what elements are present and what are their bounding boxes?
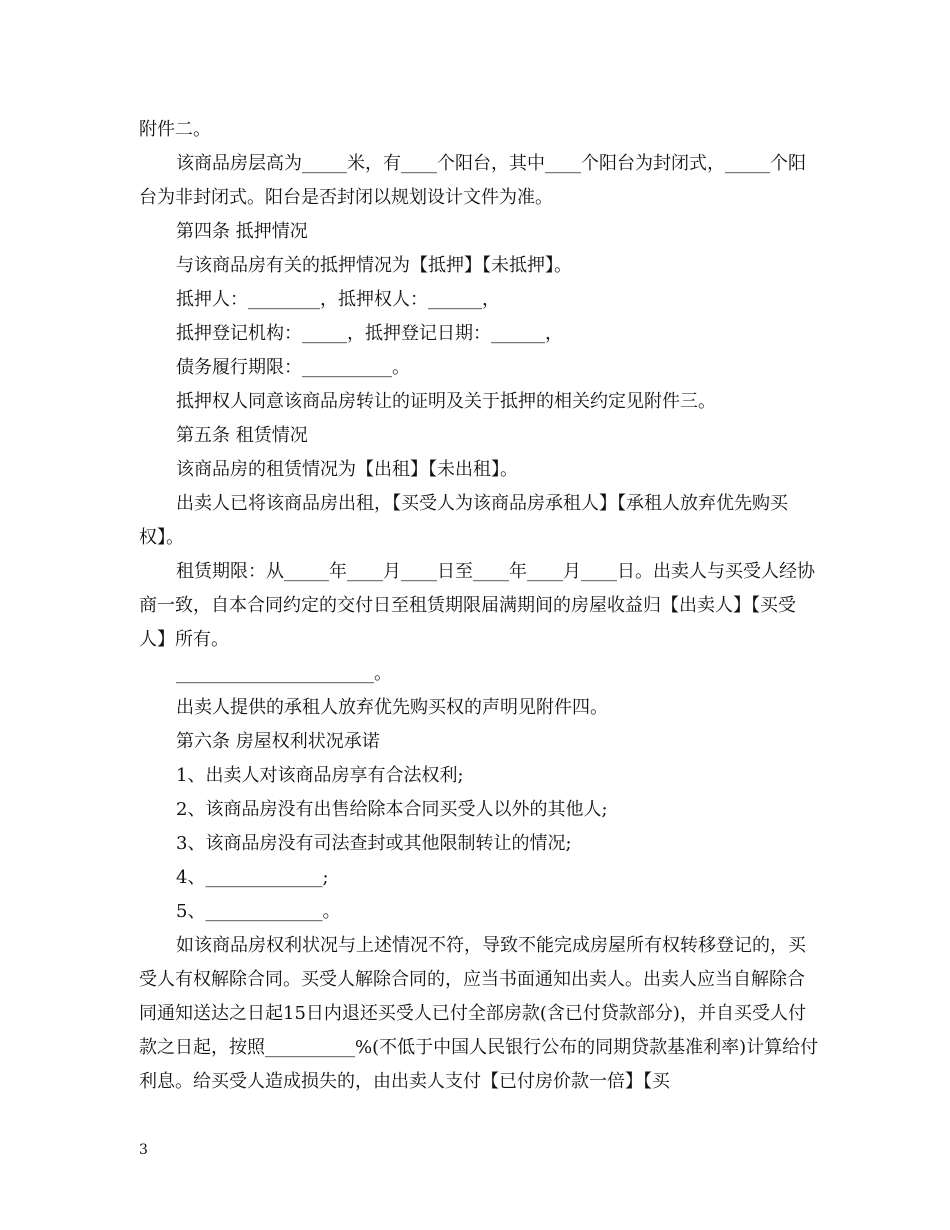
- paragraph-lease-term: 租赁期限：从_____年____月____日至____年____月____日。出卖人与买受人经协商一致，自本合同约定的交付日至租赁期限届满期间的房屋收益归【出卖人】【买受人】所有。: [139, 561, 815, 650]
- paragraph-waiver-statement: 出卖人提供的承租人放弃优先购买权的声明见附件四。: [176, 697, 608, 718]
- paragraph-mortgagor: 抵押人：________，抵押权人：______，: [176, 289, 500, 310]
- list-item-5: 5、_____________。: [176, 901, 341, 922]
- paragraph-attachment-two: 附件二。: [139, 119, 211, 140]
- document-body: [139, 113, 819, 1099]
- heading-article-four-mortgage: 第四条 抵押情况: [176, 221, 308, 242]
- paragraph-debt-term: 债务履行期限：__________。: [176, 357, 410, 378]
- list-item-4: 4、_____________;: [176, 867, 329, 888]
- list-item-3: 3、该商品房没有司法查封或其他限制转让的情况;: [176, 833, 572, 854]
- page-number: 3: [139, 1142, 148, 1158]
- list-item-2: 2、该商品房没有出售给除本合同买受人以外的其他人;: [176, 799, 608, 820]
- paragraph-mortgage-status: 与该商品房有关的抵押情况为【抵押】【未抵押】。: [176, 255, 572, 276]
- paragraph-floor-height-balcony: 该商品房层高为_____米，有____个阳台，其中____个阳台为封闭式，_____个阳台为非封闭式。阳台是否封闭以规划设计文件为准。: [139, 153, 806, 208]
- paragraph-mortgage-registration: 抵押登记机构：_____，抵押登记日期：______，: [176, 323, 563, 344]
- paragraph-blank-line: ______________________。: [176, 663, 392, 684]
- list-item-1: 1、出卖人对该商品房享有合法权利;: [176, 765, 464, 786]
- paragraph-lease-status: 该商品房的租赁情况为【出租】【未出租】。: [176, 459, 518, 480]
- heading-article-five-lease: 第五条 租赁情况: [176, 425, 308, 446]
- paragraph-mortgagee-consent: 抵押权人同意该商品房转让的证明及关于抵押的相关约定见附件三。: [176, 391, 716, 412]
- heading-article-six-ownership: 第六条 房屋权利状况承诺: [176, 731, 380, 752]
- paragraph-rescission-terms: 如该商品房权利状况与上述情况不符，导致不能完成房屋所有权转移登记的，买受人有权解除合同。买受人解除合同的，应当书面通知出卖人。出卖人应当自解除合同通知送达之日起15日内退还买受人已付全部房款(含已付贷款部分)，并自买受人付款之日起，按照__________%(不低于中国人民银行公布的同期贷款基准利率)计算给付利息。给买受人造成损失的，由出卖人支付【已付房价款一倍】【买: [139, 935, 819, 1092]
- paragraph-seller-leased: 出卖人已将该商品房出租，【买受人为该商品房承租人】【承租人放弃优先购买权】。: [139, 493, 788, 548]
